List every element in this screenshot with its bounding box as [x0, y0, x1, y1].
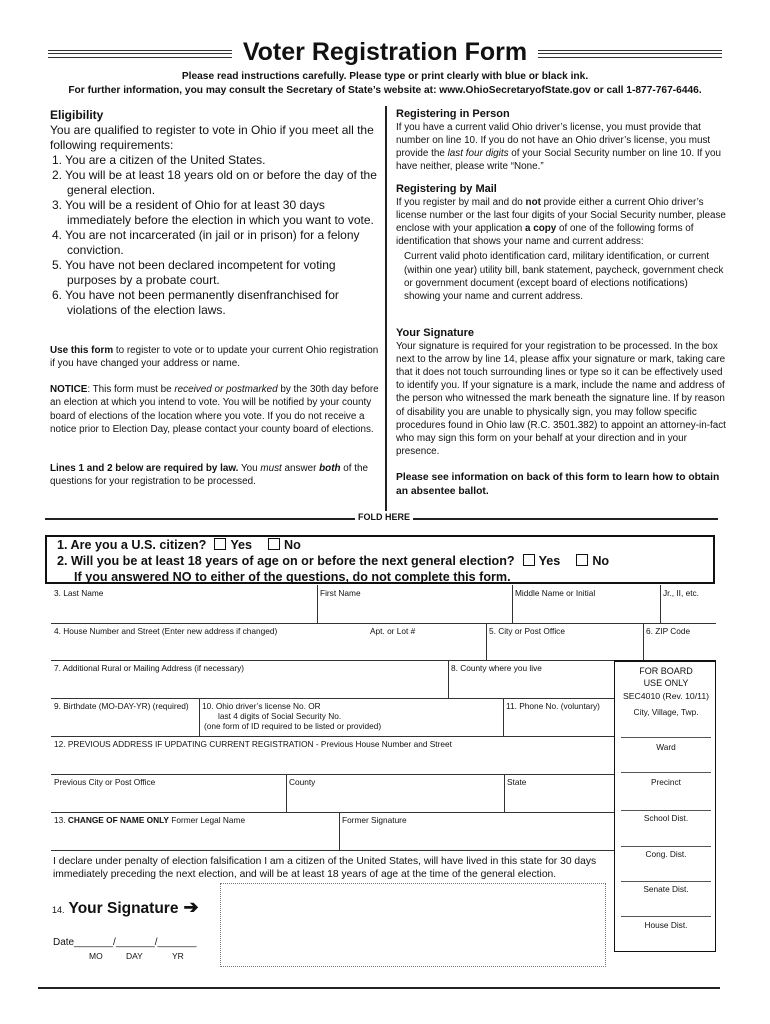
name-change-label: Former Legal Name: [171, 815, 246, 825]
question-citizen-text: 1. Are you a U.S. citizen?: [57, 538, 207, 552]
eligibility-item: 2. You will be at least 18 years old on or before the day of the general election.: [52, 168, 377, 197]
no-label: No: [592, 554, 610, 568]
grid-line: [660, 585, 661, 623]
by-mail-text-1: If you register by mail and do: [396, 197, 526, 209]
name-change-bold: CHANGE OF NAME ONLY: [67, 815, 169, 825]
age-yes-checkbox[interactable]: [523, 554, 535, 566]
city-field[interactable]: 5. City or Post Office: [489, 626, 565, 636]
lines-required-bold-italic: both: [319, 463, 341, 474]
board-item: City, Village, Twp.: [633, 707, 699, 717]
suffix-field[interactable]: Jr., II, etc.: [663, 588, 699, 598]
by-mail-text-3: of one of the following forms of identification that shows your name and current address:: [396, 223, 694, 248]
last-name-field[interactable]: 3. Last Name: [54, 588, 104, 598]
grid-line: [286, 774, 287, 812]
in-person-section: [396, 108, 726, 173]
eligibility-section: [50, 108, 382, 318]
grid-line: [51, 623, 716, 624]
board-use-box: [614, 660, 716, 952]
yes-label: Yes: [538, 554, 561, 568]
by-mail-text-2: provide either a current Ohio driver’s license number or the last four digits of your Social Security number, please enclose with your application: [396, 197, 726, 235]
notice-italic: received or postmarked: [174, 384, 278, 395]
question-warning: If you answered NO to either of the questions, do not complete this form.: [74, 570, 511, 584]
previous-city-field[interactable]: Previous City or Post Office: [54, 777, 156, 787]
grid-line: [51, 850, 614, 851]
date-field[interactable]: Date_______/_______/_______: [53, 937, 197, 948]
grid-line: [643, 623, 644, 661]
board-line: [621, 881, 711, 882]
eligibility-item: 6. You have not been permanently disenfranchised for violations of the election laws.: [52, 288, 339, 317]
signature-label-text: Your Signature: [68, 900, 179, 917]
name-change-number: 13.: [54, 815, 66, 825]
first-name-field[interactable]: First Name: [320, 588, 361, 598]
age-no-checkbox[interactable]: [576, 554, 588, 566]
notice-text: by the 30th day before an election at which you intend to vote. You will be notified by your county board of elections of the location where you vote. If you do not receive a notice prior to Election Day, please contact your county board of elections.: [50, 384, 379, 436]
grid-line: [486, 623, 487, 661]
fold-here-label: FOLD HERE: [355, 512, 413, 522]
in-person-italic: last four digits: [447, 148, 509, 160]
board-item: House Dist.: [644, 920, 688, 930]
board-line: [621, 810, 711, 811]
instructions-line-2: For further information, you may consult the Secretary of State’s website at: www.OhioSecretaryofState.gov or call 1-877-767-6446.: [68, 85, 702, 96]
lines-required-bold: Lines 1 and 2 below are required by law.: [50, 463, 239, 474]
previous-address-field[interactable]: 12. PREVIOUS ADDRESS IF UPDATING CURRENT REGISTRATION - Previous House Number and Street: [54, 739, 452, 749]
notice-text: : This form must be: [87, 384, 175, 395]
previous-state-field[interactable]: State: [507, 777, 527, 787]
by-mail-section: [396, 183, 726, 303]
by-mail-text: [396, 196, 726, 248]
date-day-label: DAY: [126, 951, 143, 961]
signature-label: [52, 897, 199, 918]
grid-line: [51, 736, 614, 737]
form-title: [0, 38, 770, 67]
in-person-text-2: of your Social Security number on line 10. If you have neither, please write “None.”: [396, 148, 721, 173]
former-name-field[interactable]: [54, 815, 245, 825]
your-signature-text: Your signature is required for your registration to be processed. In the box next to the arrow by line 14, please affix your signature or mark, taking care that it does not touch surrounding lines or type so it can be effectively used to identify you. If your signature is a mark, include the name and address of the person who witnessed the mark beneath the signature line. If by reason of disability you are unable to physically sign, you may follow specific procedures found in Ohio law (R.C. 3501.382) to appoint an attorney-in-fact who may sign this form on your behalf at your direction and in your presence.: [396, 341, 726, 457]
eligibility-item: 4. You are not incarcerated (in jail or in prison) for a felony conviction.: [52, 228, 360, 257]
board-item: Precinct: [651, 777, 681, 787]
board-item: Senate Dist.: [643, 884, 689, 894]
notice-paragraph: [50, 383, 382, 437]
board-title-1: FOR BOARD: [639, 666, 693, 676]
license-field[interactable]: [202, 701, 381, 731]
rural-address-field[interactable]: 7. Additional Rural or Mailing Address (if necessary): [54, 663, 244, 673]
license-label-2: last 4 digits of Social Security No.: [218, 711, 342, 721]
form-title-text: Voter Registration Form: [239, 38, 531, 66]
birthdate-field[interactable]: 9. Birthdate (MO-DAY-YR) (required): [54, 701, 189, 711]
date-month-label: MO: [89, 951, 103, 961]
absentee-note: Please see information on back of this form to learn how to obtain an absentee ballot.: [396, 472, 720, 497]
fold-line-left: [45, 518, 355, 520]
lines-required-text: of the questions for your registration to be processed.: [50, 463, 368, 488]
eligibility-item: 3. You will be a resident of Ohio for at least 30 days immediately before the election in which you want to vote.: [52, 198, 374, 227]
arrow-right-icon: ➔: [183, 897, 199, 917]
question-age: [57, 554, 609, 568]
grid-line: [51, 698, 614, 699]
grid-line: [51, 774, 614, 775]
apt-field[interactable]: Apt. or Lot #: [370, 626, 416, 636]
board-line: [621, 772, 711, 773]
column-divider: [385, 106, 387, 511]
bottom-rule: [38, 987, 720, 989]
by-mail-bold: a copy: [525, 223, 557, 235]
lines-required-text: You: [238, 463, 261, 474]
lines-required-paragraph: [50, 462, 382, 489]
use-form-text: to register to vote or to update your current Ohio registration if you have changed your address or name.: [50, 345, 379, 370]
your-signature-section: [396, 327, 726, 458]
board-line: [621, 737, 711, 738]
board-line: [621, 916, 711, 917]
citizen-yes-checkbox[interactable]: [214, 538, 226, 550]
previous-county-field[interactable]: County: [289, 777, 316, 787]
board-item: School Dist.: [643, 813, 689, 823]
question-citizen: [57, 538, 301, 552]
grid-line: [339, 812, 340, 850]
in-person-text: [396, 121, 726, 173]
no-label: No: [284, 538, 301, 552]
fold-line-right: [410, 518, 718, 520]
instructions-line-1: Please read instructions carefully. Please type or print clearly with blue or black ink.: [181, 71, 589, 82]
eligibility-item: 1. You are a citizen of the United States.: [52, 153, 266, 167]
board-item: Cong. Dist.: [645, 849, 687, 859]
in-person-heading: Registering in Person: [396, 108, 510, 120]
board-code: SEC4010 (Rev. 10/11): [622, 691, 710, 701]
eligibility-intro: You are qualified to register to vote in Ohio if you meet all the following requirements:: [50, 123, 374, 152]
eligibility-item: 5. You have not been declared incompetent for voting purposes by a probate court.: [52, 258, 336, 287]
license-label-1: 10. Ohio driver’s license No. OR: [202, 701, 321, 711]
by-mail-bold: not: [525, 197, 541, 209]
id-forms-list: Current valid photo identification card, military identification, or current (within one year) utility bill, bank statement, paycheck, government check or government document (except board of elections notifications) showing your name and current address.: [404, 251, 724, 302]
citizen-no-checkbox[interactable]: [268, 538, 280, 550]
eligibility-heading: Eligibility: [50, 108, 104, 122]
phone-field[interactable]: 11. Phone No. (voluntary): [506, 701, 600, 711]
former-signature-field[interactable]: Former Signature: [342, 815, 407, 825]
board-title-2: USE ONLY: [643, 678, 689, 688]
grid-line: [448, 660, 449, 698]
board-line: [621, 846, 711, 847]
by-mail-heading: Registering by Mail: [396, 183, 497, 195]
use-form-bold: Use this form: [50, 345, 114, 356]
your-signature-heading: Your Signature: [396, 327, 475, 339]
house-number-field[interactable]: 4. House Number and Street (Enter new address if changed): [54, 626, 278, 636]
board-item: Ward: [656, 742, 676, 752]
in-person-text-1: If you have a current valid Ohio driver’s license, you must provide that number on line 10. If you do not have an Ohio driver’s license, you must provide the: [396, 122, 711, 160]
lines-required-italic: must: [260, 463, 282, 474]
zip-field[interactable]: 6. ZIP Code: [646, 626, 691, 636]
grid-line: [317, 585, 318, 623]
yes-label: Yes: [230, 538, 253, 552]
signature-box[interactable]: [220, 883, 606, 967]
grid-line: [503, 698, 504, 736]
grid-line: [512, 585, 513, 623]
declaration-text: I declare under penalty of election falsification I am a citizen of the United States, will have lived in this state for 30 days immediately preceding the next election, and will be at least 18 years of age at the time of the general election.: [53, 856, 597, 880]
grid-line: [504, 774, 505, 812]
county-field[interactable]: 8. County where you live: [451, 663, 542, 673]
notice-bold: NOTICE: [50, 384, 88, 395]
date-year-label: YR: [172, 951, 184, 961]
eligibility-list: [50, 153, 382, 318]
middle-name-field[interactable]: Middle Name or Initial: [515, 588, 596, 598]
question-age-text: 2. Will you be at least 18 years of age on or before the next general election?: [57, 554, 515, 568]
grid-line: [51, 812, 614, 813]
lines-required-text: answer: [281, 463, 320, 474]
signature-number: 14.: [52, 905, 65, 915]
grid-line: [199, 698, 200, 736]
license-label-3: (one form of ID required to be listed or provided): [204, 721, 382, 731]
use-form-paragraph: [50, 344, 382, 371]
